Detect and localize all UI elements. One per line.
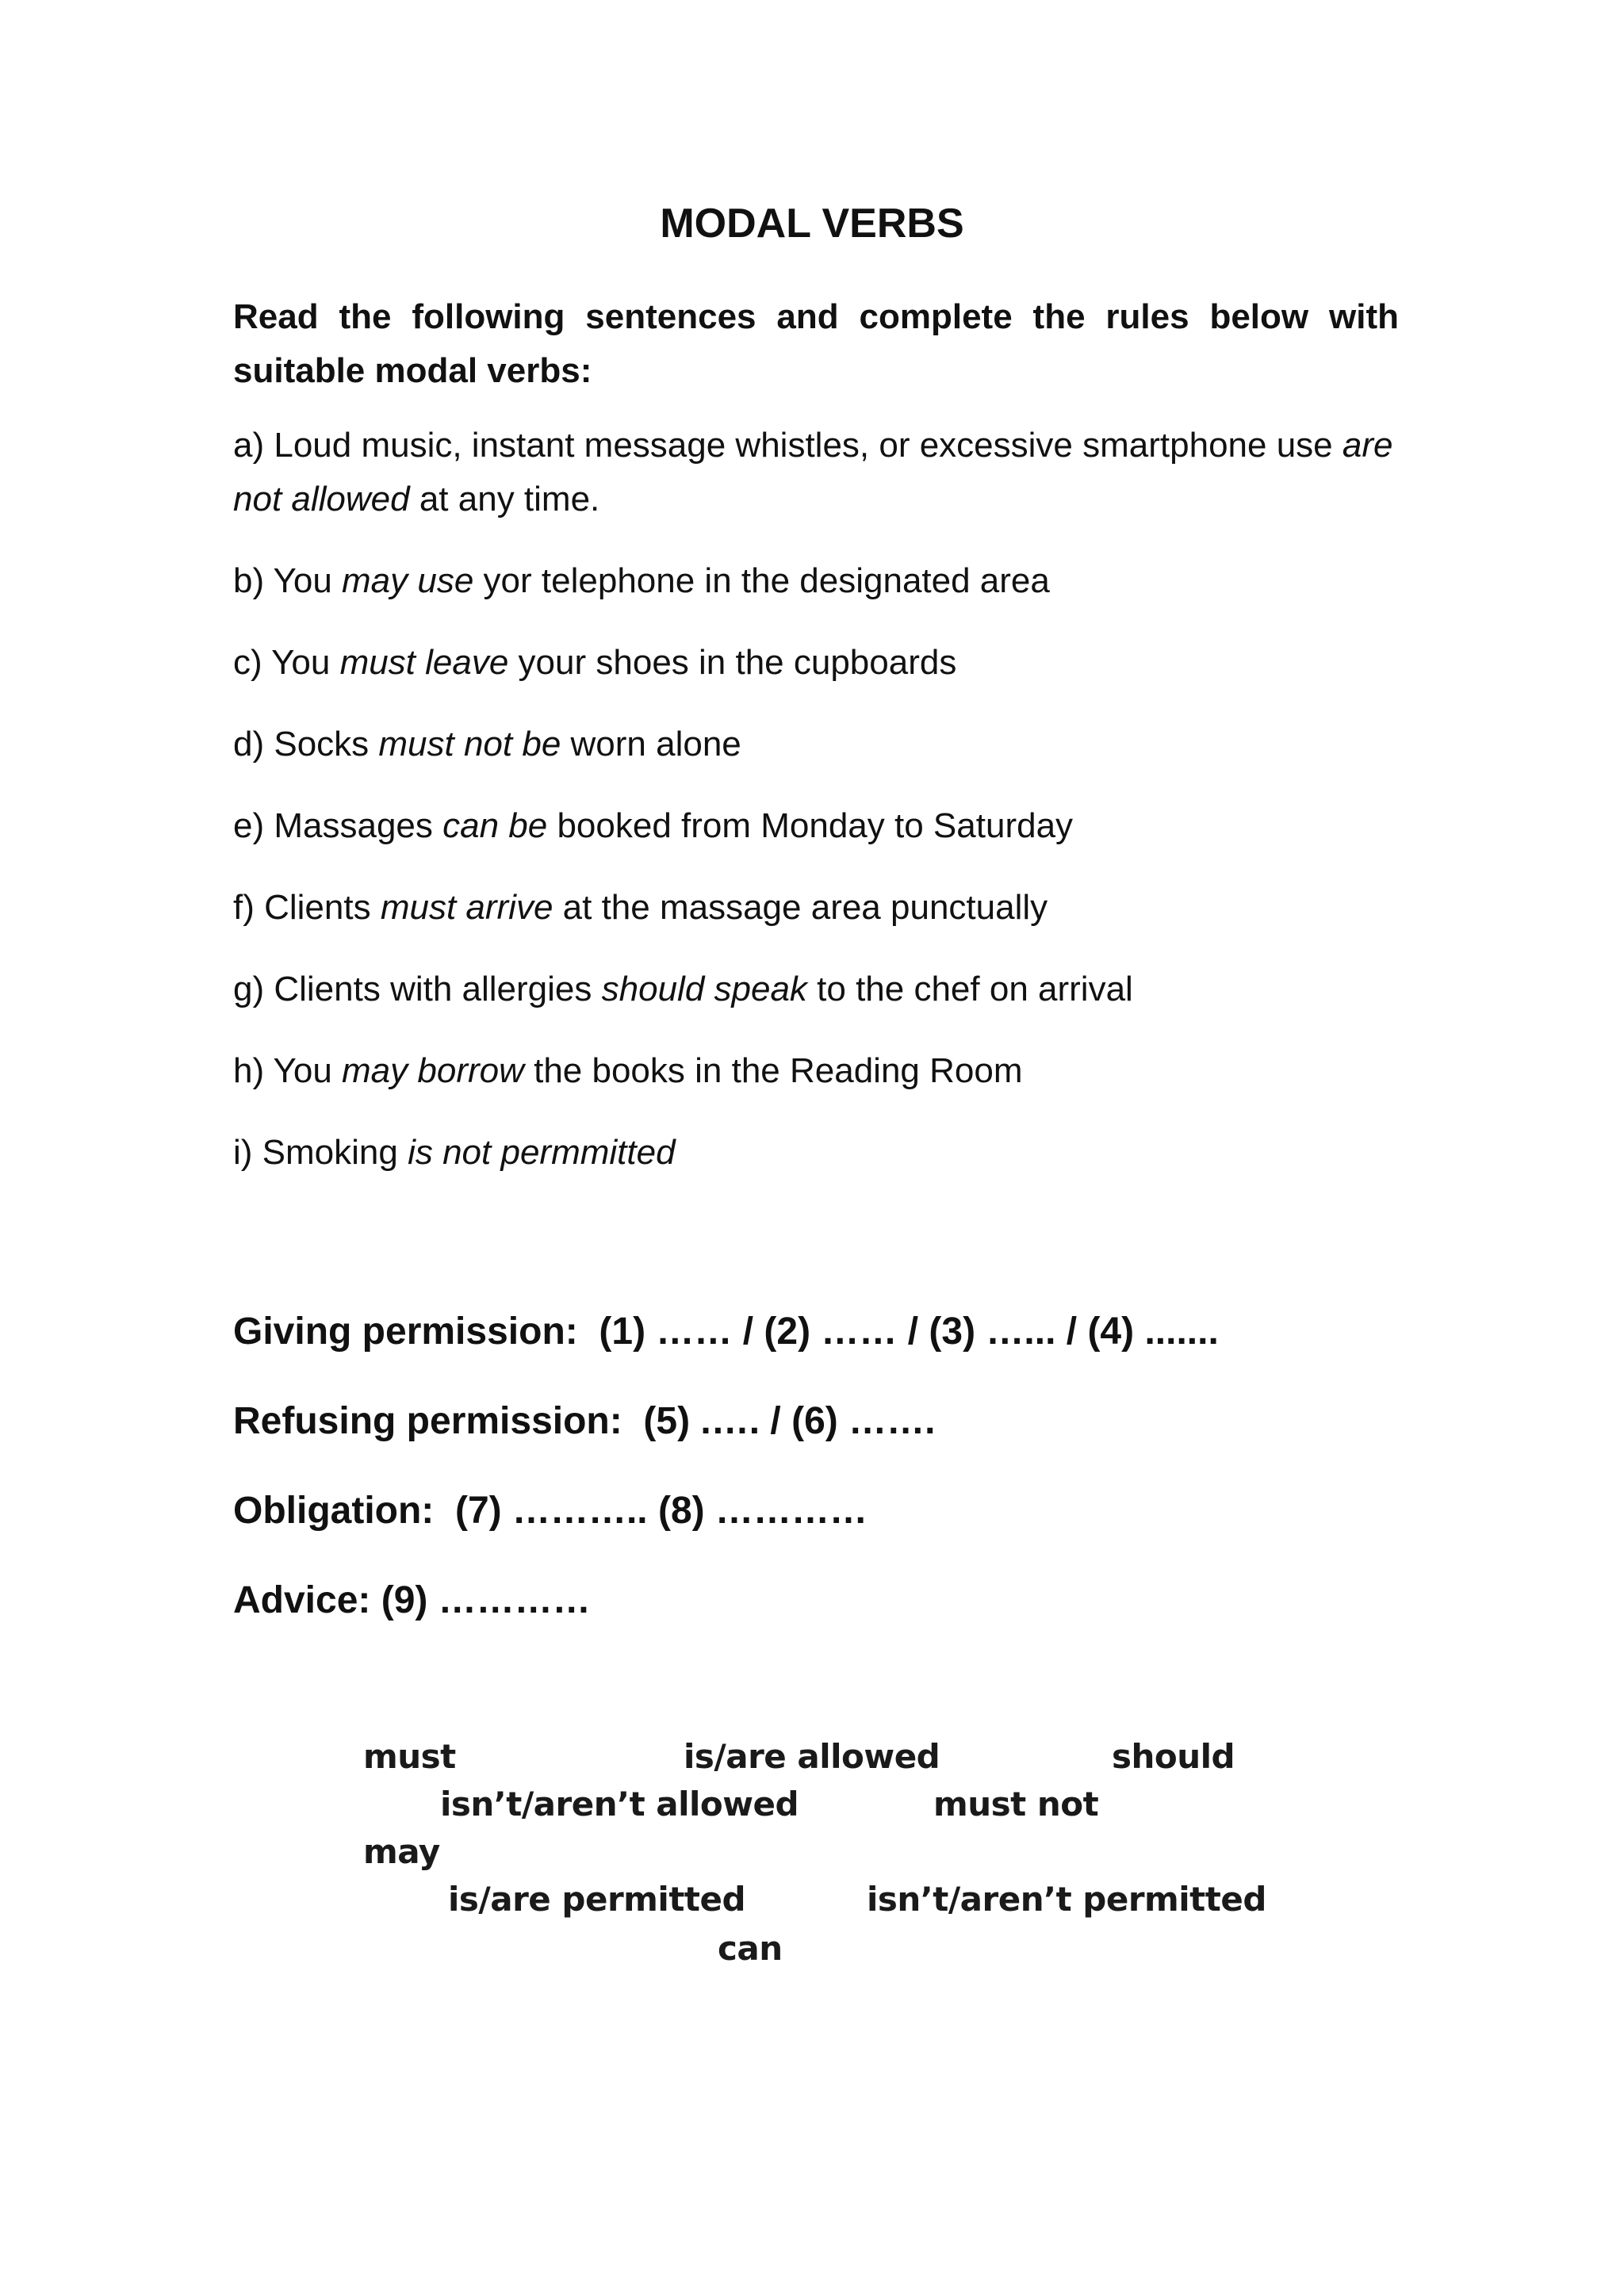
modal-phrase: should speak: [601, 970, 807, 1008]
sentence-text: the books in the Reading Room: [523, 1051, 1023, 1090]
word-bank-item: must not: [933, 1785, 1099, 1823]
word-bank-item: is/are allowed: [684, 1737, 940, 1776]
sentence-text: e) Massages: [233, 806, 443, 845]
sentence-text: worn alone: [561, 725, 741, 763]
sentence-b: [233, 554, 1407, 608]
sentence-text: yor telephone in the designated area: [473, 561, 1050, 600]
word-bank-item: isn’t/aren’t permitted: [867, 1880, 1266, 1919]
sentence-text: b) You: [233, 561, 343, 600]
sentence-text: your shoes in the cupboards: [508, 643, 957, 682]
page-title: MODAL VERBS: [660, 201, 964, 247]
word-bank-item: should: [1112, 1737, 1235, 1776]
rule-refusing-permission: Refusing permission: (5) .…. / (6) …….: [233, 1400, 936, 1442]
word-bank-item: isn’t/aren’t allowed: [440, 1785, 799, 1823]
modal-phrase: is not permmitted: [408, 1133, 676, 1172]
sentence-text: at any time.: [409, 480, 600, 519]
sentence-f: [233, 881, 1407, 935]
sentence-text: h) You: [233, 1051, 343, 1090]
word-bank-item: may: [363, 1832, 440, 1871]
sentence-h: [233, 1044, 1407, 1098]
sentence-a: [233, 419, 1407, 526]
modal-phrase: are not allowed: [233, 426, 1393, 519]
rule-obligation: Obligation: (7) ……….. (8) …………: [233, 1490, 868, 1532]
sentence-d: [233, 718, 1407, 771]
sentence-text: booked from Monday to Saturday: [547, 806, 1074, 845]
sentence-text: f) Clients: [233, 888, 381, 927]
word-bank-item: must: [363, 1737, 456, 1776]
sentence-g: [233, 962, 1407, 1016]
sentence-text: c) You: [233, 643, 340, 682]
rules-to-complete: [233, 1308, 1423, 1667]
sentence-text: at the massage area punctually: [553, 888, 1048, 927]
sentence-c: [233, 636, 1407, 690]
sentence-text: i) Smoking: [233, 1133, 408, 1172]
sentence-i: [233, 1126, 1407, 1180]
sentence-e: [233, 799, 1407, 853]
sentence-text: d) Socks: [233, 725, 379, 763]
sentence-text: a) Loud music, instant message whistles, or excessive smartphone use: [233, 426, 1342, 465]
rule-advice: Advice: (9) …………: [233, 1579, 591, 1621]
word-bank-item: is/are permitted: [448, 1880, 746, 1919]
sentence-text: g) Clients with allergies: [233, 970, 602, 1008]
instructions: Read the following sentences and complete the rules below with suitable modal verbs:: [233, 297, 1399, 390]
modal-phrase: must leave: [339, 643, 509, 682]
modal-phrase: can be: [442, 806, 548, 845]
modal-phrase: must arrive: [380, 888, 553, 927]
modal-phrase: may borrow: [342, 1051, 524, 1090]
sentence-text: to the chef on arrival: [806, 970, 1133, 1008]
rule-giving-permission: Giving permission: (1) …… / (2) …… / (3) …... / (4) .......: [233, 1311, 1219, 1353]
example-sentences: [233, 419, 1407, 1207]
modal-phrase: may use: [342, 561, 474, 600]
modal-phrase: must not be: [378, 725, 561, 763]
word-bank-item: can: [718, 1929, 783, 1968]
